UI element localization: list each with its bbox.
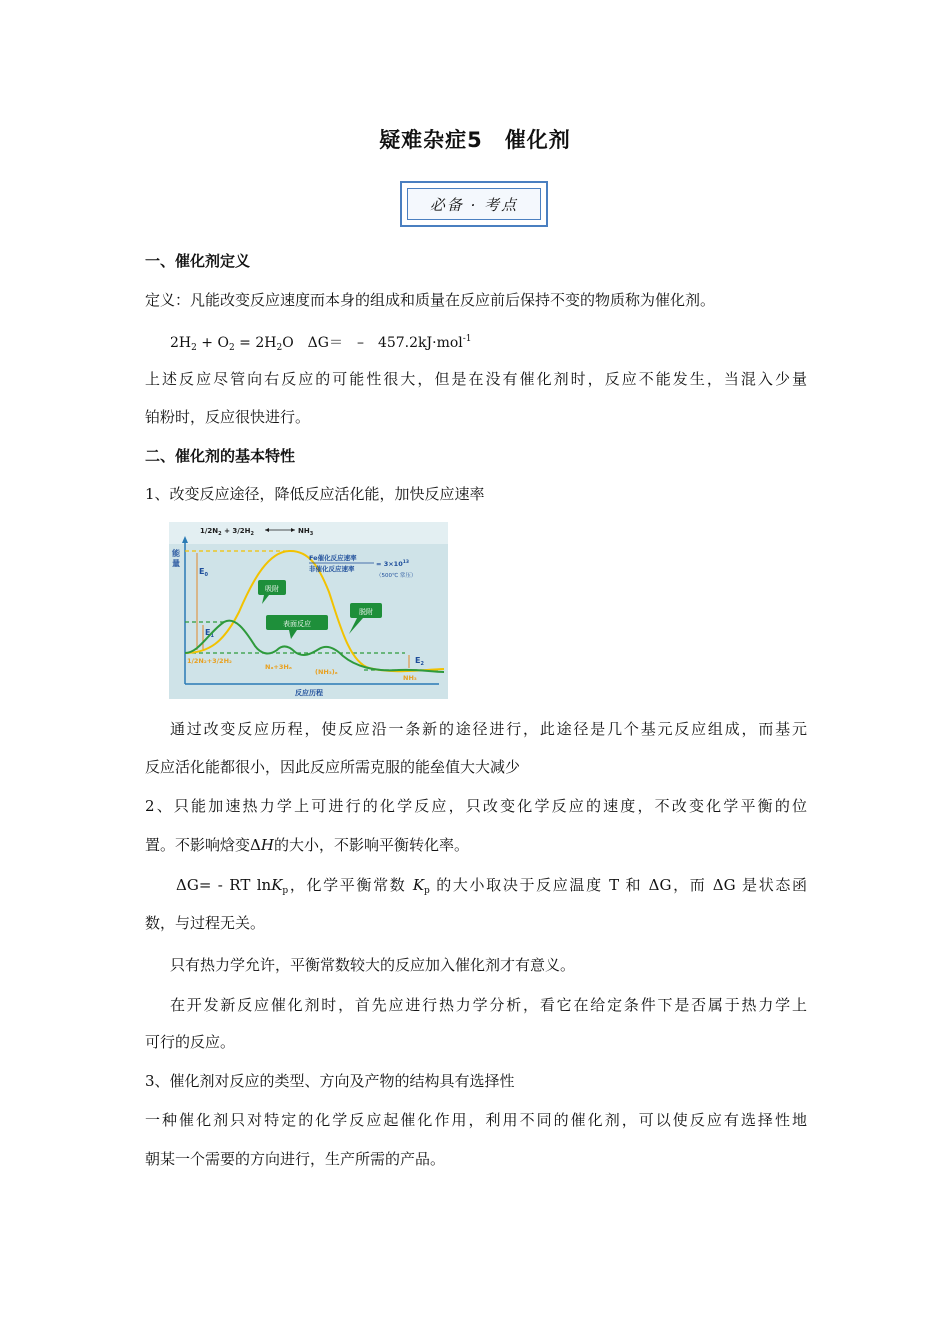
- paragraph-line: 置。不影响焓变ΔH的大小，不影响平衡转化率。: [145, 836, 469, 854]
- adsorb-label: 吸附: [265, 585, 279, 593]
- desorb-label: 脱附: [359, 608, 373, 616]
- product-label-top: $NH_3$: [298, 527, 314, 537]
- paragraph-line: 在开发新反应催化剂时，首先应进行热力学分析，看它在给定条件下是否属于热力学上: [170, 996, 807, 1014]
- item-2: 2、只能加速热力学上可进行的化学反应，只改变化学反应的速度，不改变化学平衡的位: [145, 797, 807, 815]
- paragraph-line: 上述反应尽管向右反应的可能性很大，但是在没有催化剂时，反应不能发生，当混入少量: [145, 370, 807, 388]
- page-title: 疑难杂症5 催化剂: [379, 128, 571, 152]
- badge-label: 必备 · 考点: [407, 188, 541, 220]
- diagram-reaction-label: $1/2N_2 + 3/2H_2$: [200, 527, 255, 537]
- diagram-background: [169, 522, 448, 699]
- ratio-value: = $3\times 10^{13}$: [376, 560, 409, 568]
- heading-basic-properties: 二、催化剂的基本特性: [145, 447, 296, 465]
- energy-profile-diagram: [169, 522, 448, 699]
- paragraph-line: 一种催化剂只对特定的化学反应起催化作用，利用不同的催化剂，可以使反应有选择性地: [145, 1111, 807, 1129]
- item-1: 1、改变反应途径，降低反应活化能，加快反应速率: [145, 485, 485, 503]
- heading-catalyst-definition: 一、催化剂定义: [145, 252, 251, 270]
- paragraph-line: 通过改变反应历程，使反应沿一条新的途径进行，此途径是几个基元反应组成，而基元: [170, 720, 807, 738]
- paragraph-line: 反应活化能都很小，因此反应所需克服的能垒值大大减少: [145, 758, 521, 776]
- ratio-denominator: 非催化反应速率: [309, 565, 355, 573]
- e1-label: $E_1$: [205, 628, 214, 639]
- reactant-label: 1/2N₂+3/2H₂: [187, 657, 232, 665]
- e0-label: $E_0$: [199, 567, 208, 578]
- gibbs-formula-line: ΔG= - RT lnK$_p$，化学平衡常数 $K_p$ 的大小取决于反应温度 T 和 ΔG，而 ΔG 是状态函: [176, 876, 807, 896]
- surface-reaction-label: 表面反应: [283, 620, 311, 628]
- reaction-equation: $2H_2 + O_2 = 2H_2O$ ΔG＝ – 457.2kJ·mol$^{-1}$: [170, 334, 472, 353]
- item-3: 3、催化剂对反应的类型、方向及产物的结构具有选择性: [145, 1072, 515, 1090]
- adsorbed-intermediate-label: Nₐ+3Hₐ: [265, 663, 292, 671]
- paragraph-line: 铂粉时，反应很快进行。: [145, 408, 311, 426]
- definition-text: 定义：凡能改变反应速度而本身的组成和质量在反应前后保持不变的物质称为催化剂。: [145, 291, 716, 309]
- paragraph-line: 只有热力学允许，平衡常数较大的反应加入催化剂才有意义。: [170, 956, 576, 974]
- paragraph-line: 朝某一个需要的方向进行，生产所需的产品。: [145, 1150, 446, 1168]
- ratio-numerator: Fe催化反应速率: [309, 554, 357, 562]
- e2-label: $E_2$: [415, 656, 424, 667]
- condition-label: （500℃ 常压）: [376, 573, 417, 579]
- paragraph-line: 数，与过程无关。: [145, 914, 266, 932]
- adsorbed-product-label: (NH₃)ₐ: [315, 668, 338, 676]
- y-axis-label: 能量: [172, 549, 180, 568]
- x-axis-label: 反应历程: [295, 689, 323, 697]
- paragraph-line: 可行的反应。: [145, 1033, 236, 1051]
- section-badge: [400, 181, 548, 227]
- product-label: NH₃: [403, 674, 417, 682]
